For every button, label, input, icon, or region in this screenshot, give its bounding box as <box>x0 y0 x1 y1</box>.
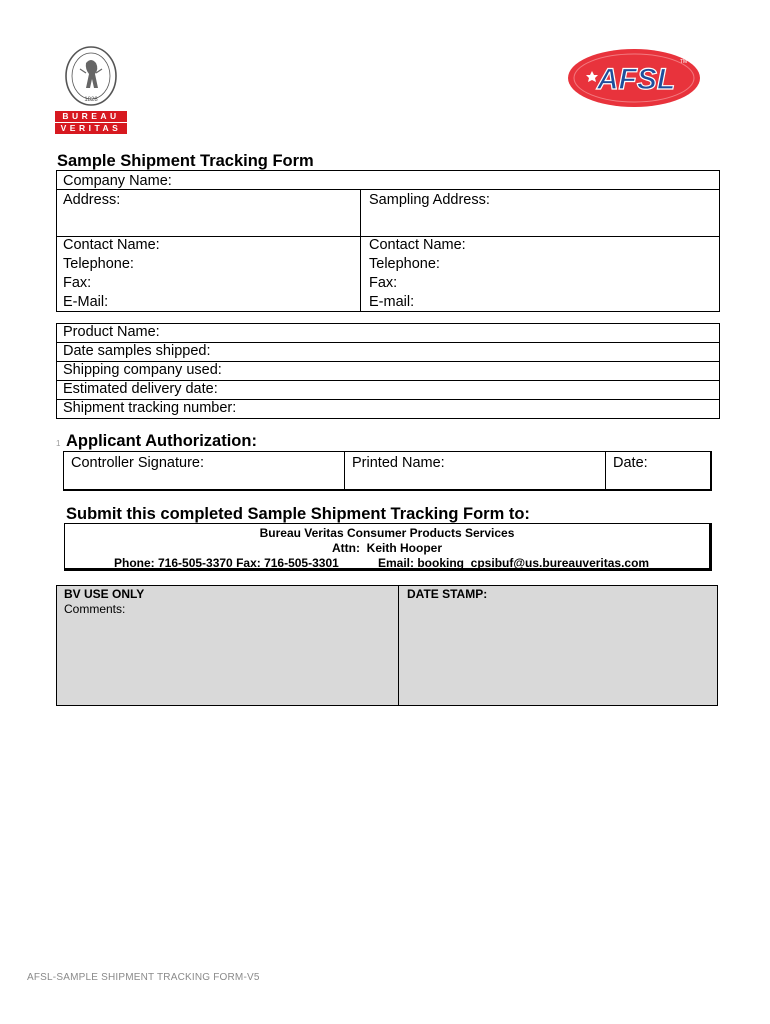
authorization-heading: Applicant Authorization: <box>66 432 257 450</box>
sampling-contact-name-field[interactable]: Contact Name: <box>369 237 466 253</box>
bureau-veritas-logo <box>55 45 127 133</box>
submit-email[interactable]: Email: booking_cpsibuf@us.bureauveritas.com <box>378 556 650 570</box>
bureau-logo-text: BUREAU <box>55 111 127 122</box>
svg-text:1828: 1828 <box>84 97 98 103</box>
divider <box>398 586 399 705</box>
contact-name-field[interactable]: Contact Name: <box>63 237 160 253</box>
svg-text:AFSL: AFSL <box>596 63 676 96</box>
divider <box>344 451 345 491</box>
date-stamp-field[interactable]: DATE STAMP: <box>407 587 488 601</box>
veritas-logo-text: VERITAS <box>55 123 127 134</box>
footer-form-id: AFSL-SAMPLE SHIPMENT TRACKING FORM-V5 <box>27 972 260 983</box>
date-shipped-field[interactable]: Date samples shipped: <box>63 343 211 359</box>
submit-attn: Attn: Keith Hooper <box>332 541 442 555</box>
section-marker: 1 <box>56 439 61 448</box>
address-field[interactable]: Address: <box>63 192 121 208</box>
divider <box>360 189 361 312</box>
comments-field[interactable]: Comments: <box>64 602 126 616</box>
submit-phone-fax: Phone: 716-505-3370 Fax: 716-505-3301 <box>114 556 339 570</box>
tracking-number-field[interactable]: Shipment tracking number: <box>63 400 237 416</box>
sampling-fax-field[interactable]: Fax: <box>369 275 398 291</box>
estimated-delivery-field[interactable]: Estimated delivery date: <box>63 381 218 397</box>
telephone-field[interactable]: Telephone: <box>63 256 134 272</box>
divider <box>605 451 606 491</box>
submit-org: Bureau Veritas Consumer Products Services <box>259 526 515 540</box>
bv-use-only-heading: BV USE ONLY <box>64 587 145 601</box>
date-field[interactable]: Date: <box>613 455 648 471</box>
controller-signature-field[interactable]: Controller Signature: <box>71 455 204 471</box>
submit-heading: Submit this completed Sample Shipment Tracking Form to: <box>66 505 530 523</box>
sampling-telephone-field[interactable]: Telephone: <box>369 256 440 272</box>
company-name-field[interactable]: Company Name: <box>63 173 172 189</box>
sampling-email-field[interactable]: E-mail: <box>369 294 415 310</box>
email-field[interactable]: E-Mail: <box>63 294 109 310</box>
shipping-company-field[interactable]: Shipping company used: <box>63 362 222 378</box>
bv-use-only-section <box>56 585 718 706</box>
bureau-veritas-seal-icon <box>64 45 118 107</box>
afsl-logo <box>566 47 702 109</box>
submit-address-box <box>64 523 712 571</box>
form-title: Sample Shipment Tracking Form <box>57 152 314 170</box>
svg-text:TM: TM <box>680 59 688 65</box>
sampling-address-field[interactable]: Sampling Address: <box>369 192 490 208</box>
fax-field[interactable]: Fax: <box>63 275 92 291</box>
product-name-field[interactable]: Product Name: <box>63 324 160 340</box>
printed-name-field[interactable]: Printed Name: <box>352 455 445 471</box>
